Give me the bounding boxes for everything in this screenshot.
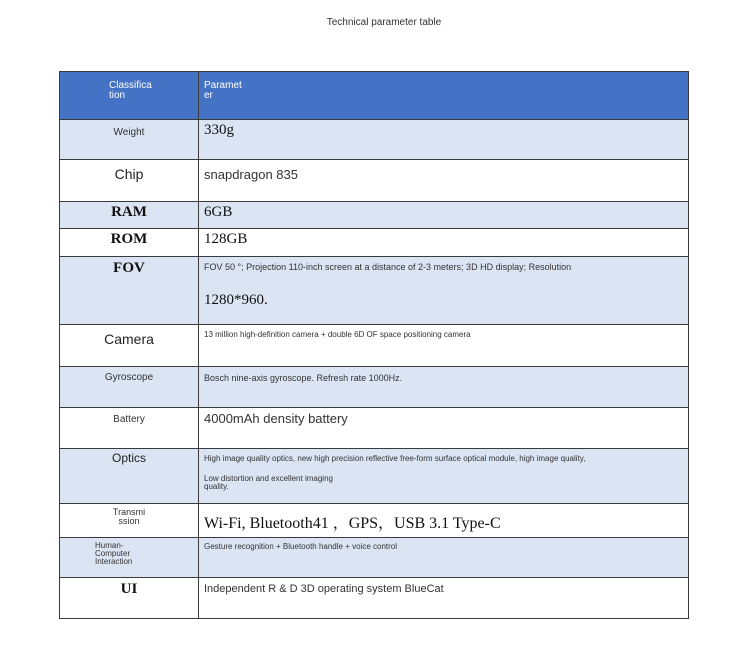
row-value-battery: 4000mAh density battery: [204, 411, 348, 426]
row-label-ram: RAM: [111, 204, 147, 220]
row-label-ui: UI: [120, 581, 138, 597]
row-label-battery: Battery: [113, 414, 145, 425]
header-classification-cell: [60, 72, 199, 120]
value-cell: [199, 367, 689, 408]
header-classification: Classification: [109, 80, 152, 101]
label-cell: [60, 449, 199, 504]
row-label-weight: Weight: [113, 127, 145, 138]
row-label-gyroscope: Gyroscope: [104, 372, 154, 383]
table-row: [60, 408, 689, 449]
value-cell: [199, 325, 689, 367]
row-value-chip: snapdragon 835: [204, 167, 298, 182]
value-cell: [199, 504, 689, 538]
header-parameter-cell: [199, 72, 689, 120]
table-row: [60, 538, 689, 578]
table-row: [60, 449, 689, 504]
row-value-rom: 128GB: [204, 231, 248, 247]
label-cell: [60, 408, 199, 449]
value-cell: [199, 578, 689, 619]
row-label-optics: Optics: [112, 451, 147, 465]
row-value-hci: Gesture recognition + Bluetooth handle + voice control: [204, 542, 398, 551]
table-row: [60, 578, 689, 619]
label-cell: [60, 504, 199, 538]
table-row: [60, 202, 689, 229]
row-value-camera: 13 million high-definition camera + double 6D OF space positioning camera: [204, 330, 471, 339]
page-title: Technical parameter table: [326, 17, 442, 28]
row-value-fov-line1: FOV 50 °; Projection 110-inch screen at a distance of 2-3 meters; 3D HD display; Resolution: [204, 262, 572, 272]
label-cell: [60, 325, 199, 367]
table-row: [60, 120, 689, 160]
row-value-gyroscope: Bosch nine-axis gyroscope. Refresh rate 1000Hz.: [204, 373, 403, 383]
row-value-ram: 6GB: [204, 204, 233, 220]
row-label-chip: Chip: [114, 166, 144, 182]
row-value-optics-line1: High image quality optics, new high precision reflective free-form surface optical module, high image quality,: [204, 454, 586, 463]
value-cell: [199, 160, 689, 202]
label-cell: [60, 578, 199, 619]
table-row: [60, 257, 689, 325]
label-cell: [60, 160, 199, 202]
table-row: [60, 229, 689, 257]
table-row: [60, 160, 689, 202]
row-value-ui: Independent R & D 3D operating system BlueCat: [204, 583, 444, 595]
label-cell: [60, 120, 199, 160]
label-cell: [60, 538, 199, 578]
row-value-optics-line2: Low distortion and excellent imaging: [204, 474, 333, 483]
value-cell: [199, 202, 689, 229]
table-row: [60, 367, 689, 408]
row-value-weight: 330g: [204, 122, 234, 138]
value-cell: [199, 120, 689, 160]
row-value-transmission: Wi-Fi, Bluetooth41 ，GPS，USB 3.1 Type-C: [204, 515, 501, 532]
header-parameter: Parameter: [204, 80, 242, 101]
value-cell: [199, 538, 689, 578]
table-row: [60, 504, 689, 538]
row-label-hci: Human-Computer Interaction: [95, 541, 133, 566]
value-cell: [199, 408, 689, 449]
label-cell: [60, 367, 199, 408]
row-label-camera: Camera: [104, 331, 154, 347]
value-cell: [199, 449, 689, 504]
table-row: [60, 325, 689, 367]
row-label-rom: ROM: [110, 231, 148, 247]
row-label-fov: FOV: [113, 260, 145, 276]
label-cell: [60, 257, 199, 325]
row-value-fov-line2: 1280*960.: [204, 292, 268, 308]
table-header-row: [60, 72, 689, 120]
row-label-transmission: Transmission: [112, 507, 146, 526]
parameter-table: [59, 71, 689, 619]
value-cell: [199, 229, 689, 257]
row-value-optics-line3: quality.: [204, 482, 229, 491]
label-cell: [60, 229, 199, 257]
value-cell: [199, 257, 689, 325]
label-cell: [60, 202, 199, 229]
